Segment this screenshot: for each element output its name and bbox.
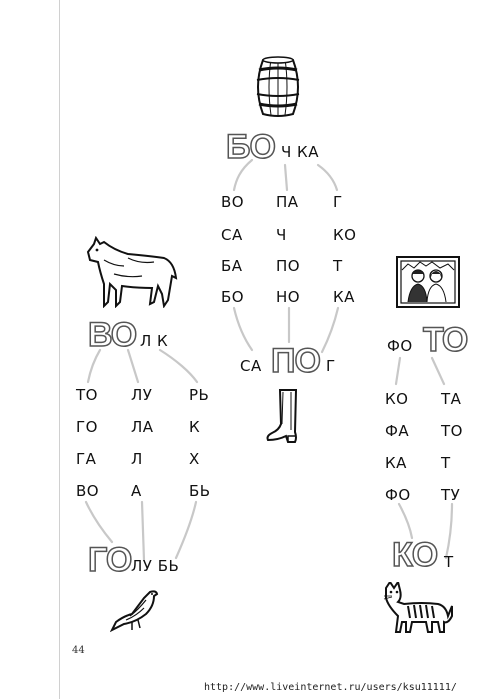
center-cell: Г <box>333 193 343 211</box>
center-cell: Ч <box>276 226 287 244</box>
left-cell: А <box>131 482 142 500</box>
center-top-syllable: БО <box>226 128 275 166</box>
left-bottom-tail: ЛУ БЬ <box>131 557 180 575</box>
left-cell: Л <box>131 450 143 468</box>
left-cell: ГО <box>76 418 98 436</box>
left-cell: ТО <box>76 386 98 404</box>
right-cell: КО <box>385 390 409 408</box>
right-cell: ФА <box>385 422 410 440</box>
photo-portrait-icon <box>396 256 460 312</box>
left-cell: Х <box>189 450 200 468</box>
left-cell: РЬ <box>189 386 210 404</box>
center-cell: КА <box>333 288 355 306</box>
right-bottom-syllable: КО <box>392 536 438 574</box>
center-cell: БА <box>221 257 243 275</box>
right-cell: Т <box>441 454 451 472</box>
center-cell: БО <box>221 288 245 306</box>
left-cell: ЛУ <box>131 386 153 404</box>
center-cell: ПА <box>276 193 299 211</box>
center-cell: Т <box>333 257 343 275</box>
wolf-icon <box>84 236 180 312</box>
left-cell: БЬ <box>189 482 211 500</box>
cat-icon <box>382 582 454 638</box>
center-bottom-syllable: ПО <box>271 342 320 380</box>
right-top-left: ФО <box>387 337 413 355</box>
barrel-icon <box>255 56 301 122</box>
footer-url[interactable]: http://www.liveinternet.ru/users/ksu11111/ <box>204 682 457 693</box>
left-cell: К <box>189 418 201 436</box>
left-cell: ГА <box>76 450 97 468</box>
center-cell: КО <box>333 226 357 244</box>
right-cell: КА <box>385 454 407 472</box>
center-cell: ВО <box>221 193 245 211</box>
left-cell: ЛА <box>131 418 154 436</box>
right-cell: ТА <box>441 390 462 408</box>
left-bottom-syllable: ГО <box>88 541 132 579</box>
right-cell: ТО <box>441 422 463 440</box>
center-cell: НО <box>276 288 301 306</box>
center-top-tail: Ч КА <box>281 143 319 161</box>
page-number: 44 <box>72 645 85 656</box>
dove-icon <box>110 586 160 638</box>
left-top-syllable: ВО <box>88 316 137 354</box>
center-cell: СА <box>221 226 243 244</box>
center-cell: ПО <box>276 257 301 275</box>
left-top-tail: Л К <box>140 332 169 350</box>
right-cell: ТУ <box>441 486 461 504</box>
center-bottom-left: СА <box>240 357 262 375</box>
right-bottom-tail: Т <box>444 553 454 571</box>
left-cell: ВО <box>76 482 100 500</box>
right-top-syllable: ТО <box>423 321 468 359</box>
right-cell: ФО <box>385 486 411 504</box>
boot-icon <box>266 388 302 450</box>
center-bottom-right: Г <box>326 357 336 375</box>
